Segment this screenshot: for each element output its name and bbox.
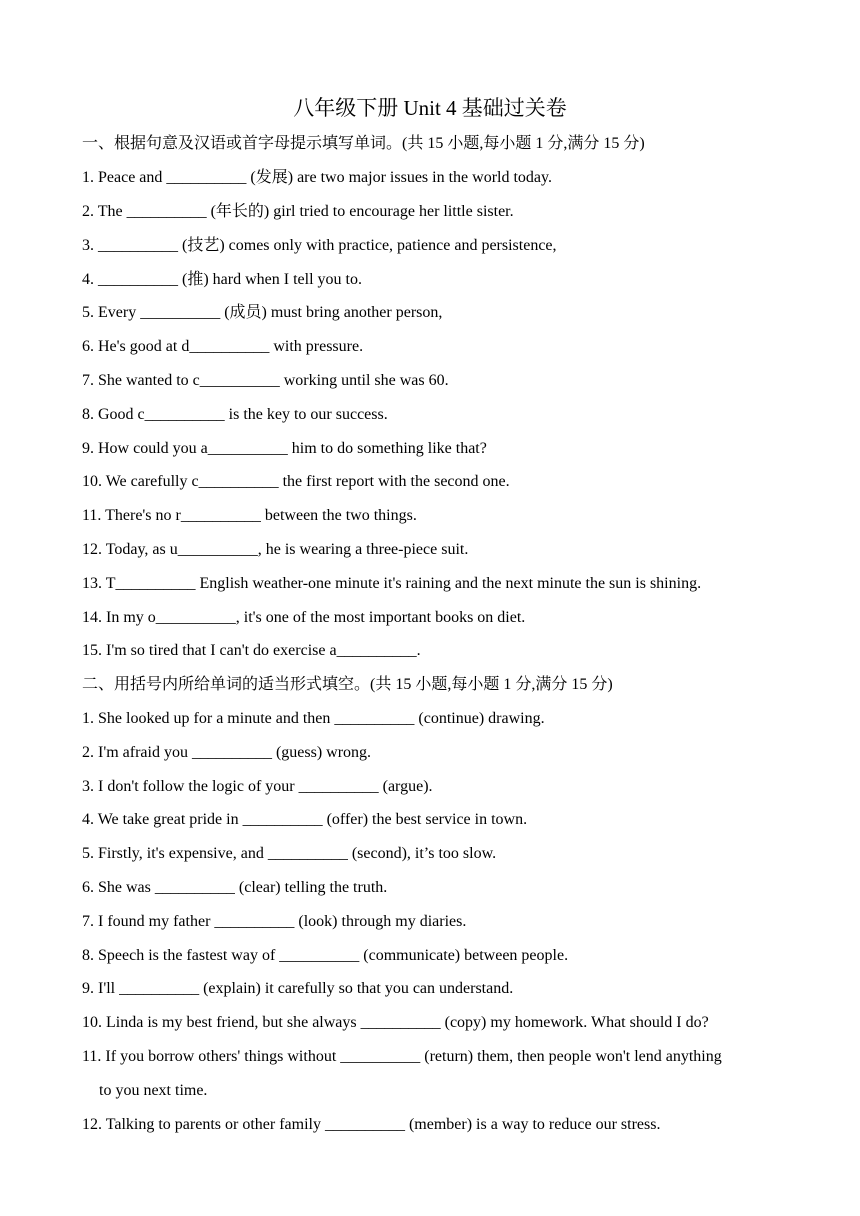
s1-question-8: 8. Good c__________ is the key to our success. [82,406,388,423]
s1-question-7: 7. She wanted to c__________ working until she was 60. [82,372,449,389]
s1-question-2: 2. The __________ (年长的) girl tried to encourage her little sister. [82,203,514,220]
s1-question-10: 10. We carefully c__________ the first report with the second one. [82,473,510,490]
s1-question-13: 13. T__________ English weather-one minute it's raining and the next minute the sun is shining. [82,575,702,592]
s2-question-6: 6. She was __________ (clear) telling the truth. [82,879,388,896]
s2-question-12: 12. Talking to parents or other family __________ (member) is a way to reduce our stress. [82,1116,661,1133]
s2-question-11-continuation: to you next time. [99,1082,208,1099]
s2-question-3: 3. I don't follow the logic of your __________ (argue). [82,778,433,795]
s1-question-1: 1. Peace and __________ (发展) are two major issues in the world today. [82,169,552,186]
s2-question-8: 8. Speech is the fastest way of __________ (communicate) between people. [82,947,569,964]
s2-question-1: 1. She looked up for a minute and then __________ (continue) drawing. [82,710,545,727]
s1-question-14: 14. In my o__________, it's one of the most important books on diet. [82,609,526,626]
page-title: 八年级下册 Unit 4 基础过关卷 [293,96,567,120]
s1-question-5: 5. Every __________ (成员) must bring another person, [82,304,443,321]
s1-question-15: 15. I'm so tired that I can't do exercise a__________. [82,642,421,659]
section-1-heading: 一、根据句意及汉语或首字母提示填写单词。(共 15 小题,每小题 1 分,满分 15 分) [82,135,645,152]
s1-question-3: 3. __________ (技艺) comes only with practice, patience and persistence, [82,237,557,254]
s1-question-4: 4. __________ (推) hard when I tell you to. [82,271,362,288]
s2-question-11: 11. If you borrow others' things without __________ (return) them, then people won't lend anything [82,1048,722,1065]
s1-question-11: 11. There's no r__________ between the two things. [82,507,417,524]
s2-question-5: 5. Firstly, it's expensive, and __________ (second), it’s too slow. [82,845,497,862]
section-2-heading: 二、用括号内所给单词的适当形式填空。(共 15 小题,每小题 1 分,满分 15 分) [82,676,613,693]
s2-question-7: 7. I found my father __________ (look) through my diaries. [82,913,467,930]
s1-question-6: 6. He's good at d__________ with pressure. [82,338,364,355]
s2-question-4: 4. We take great pride in __________ (offer) the best service in town. [82,811,528,828]
s1-question-12: 12. Today, as u__________, he is wearing a three-piece suit. [82,541,469,558]
s2-question-9: 9. I'll __________ (explain) it carefully so that you can understand. [82,980,514,997]
s2-question-10: 10. Linda is my best friend, but she always __________ (copy) my homework. What should I do? [82,1014,709,1031]
s2-question-2: 2. I'm afraid you __________ (guess) wrong. [82,744,372,761]
s1-question-9: 9. How could you a__________ him to do something like that? [82,440,487,457]
